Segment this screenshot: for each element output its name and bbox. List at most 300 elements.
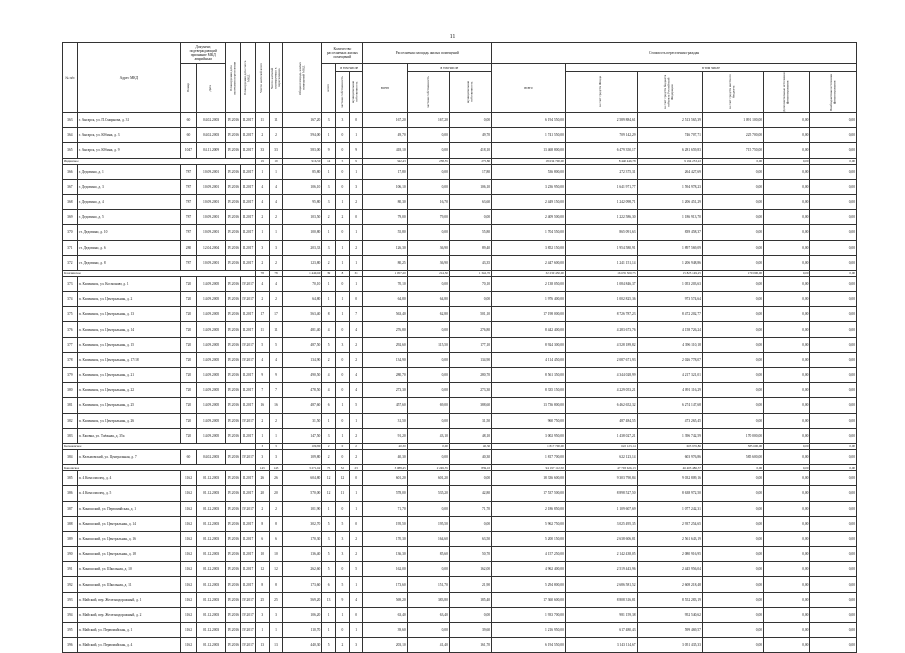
row-doc-date: 10.09.2001 (196, 210, 226, 225)
row-area-total: 63,40 (363, 607, 407, 622)
table-row (63, 383, 857, 398)
row-rooms-private: 1 (336, 240, 350, 255)
subtotal-area-total: 40,30 (363, 443, 407, 449)
row-total-area: 123,80 (283, 255, 322, 270)
row-cost-fund: 6 462 652,32 (565, 398, 637, 413)
row-cost-local: 585 600,00 (702, 449, 763, 464)
row-cost-extra: 0,00 (764, 471, 810, 486)
row-residents-planned: 26 (269, 471, 283, 486)
row-cost-offbudget: 0,00 (810, 501, 857, 516)
row-doc-date: 01.12.2003 (196, 623, 226, 638)
row-area-total: 170,30 (363, 531, 407, 546)
row-residents-total: 10 (255, 547, 269, 562)
header-total-area: Общая площадь жилых помещений МКД (283, 43, 322, 113)
row-address: п. Коношский, ул. Центральная, д. 14 (77, 516, 180, 531)
subtotal-rooms-total: 14 (322, 158, 336, 164)
header-resettle-date: Планируемая дата окончания переселения (226, 43, 241, 113)
row-rooms-total: 5 (322, 547, 336, 562)
row-demolish-date: II.2017 (241, 486, 256, 501)
row-cost-extra: 0,00 (764, 607, 810, 622)
row-number: 393 (63, 592, 78, 607)
row-rooms-private: 3 (336, 113, 350, 128)
row-cost-offbudget: 0,00 (810, 623, 857, 638)
row-demolish-date: II.2017 (241, 307, 256, 322)
subtotal-rooms-municipal: 23 (349, 465, 363, 471)
row-rooms-total: 2 (322, 210, 336, 225)
row-address: п. Казачинск, ул. Центральная, д. 15 (77, 337, 180, 352)
row-cost-local: 0,00 (702, 562, 763, 577)
row-rooms-total: 5 (322, 638, 336, 653)
header-number: № п/п (63, 43, 78, 113)
row-rooms-municipal: 4 (349, 383, 363, 398)
row-area-private: 164,60 (407, 531, 449, 546)
row-cost-local: 0,00 (702, 623, 763, 638)
row-cost-region: 6 281 659,83 (637, 143, 702, 158)
row-rooms-private: 1 (336, 428, 350, 443)
row-rooms-total: 1 (322, 501, 336, 516)
row-cost-extra: 0,00 (764, 486, 810, 501)
row-number: 367 (63, 179, 78, 194)
row-residents-total: 2 (255, 292, 269, 307)
row-doc-date: 14.09.2005 (196, 322, 226, 337)
row-rooms-total: 1 (322, 292, 336, 307)
row-cost-extra: 0,00 (764, 143, 810, 158)
subtotal-area-total: 342,43 (363, 158, 407, 164)
row-cost-extra: 0,00 (764, 531, 810, 546)
row-doc-number: 280 (181, 240, 197, 255)
row-total-area: 147,50 (283, 428, 322, 443)
header-area-incl: в том числе (407, 64, 491, 72)
row-cost-total: 17 198 000,00 (492, 307, 566, 322)
table-row (63, 368, 857, 383)
row-address: п. Казачинск, ул. Центральная, д. 13 (77, 307, 180, 322)
row-rooms-total: 13 (322, 592, 336, 607)
row-area-total: 162,00 (363, 562, 407, 577)
row-doc-date: 01.12.2003 (196, 607, 226, 622)
row-cost-offbudget: 0,00 (810, 486, 857, 501)
row-address: п. Майский, пер. Железнодорожный, д. 1 (77, 592, 180, 607)
row-cost-offbudget: 0,00 (810, 471, 857, 486)
row-resettle-date: IV.2016 (226, 383, 241, 398)
row-rooms-private: 1 (336, 255, 350, 270)
row-rooms-total: 1 (322, 164, 336, 179)
row-area-total: 40,30 (363, 449, 407, 464)
header-address: Адрес МКД (77, 43, 180, 113)
header-cost: Стоимость переселения граждан (492, 43, 857, 64)
row-resettle-date: IV.2016 (226, 240, 241, 255)
row-cost-offbudget: 0,00 (810, 143, 857, 158)
row-area-total: 55,80 (363, 225, 407, 240)
row-residents-planned: 4 (269, 194, 283, 209)
row-doc-number: 787 (181, 164, 197, 179)
row-cost-region: 952 540,62 (637, 607, 702, 622)
subtotal-cost-region: 46 403 486,37 (637, 465, 702, 471)
row-number: 380 (63, 383, 78, 398)
row-rooms-private: 11 (336, 486, 350, 501)
row-doc-date: 14.09.2005 (196, 398, 226, 413)
row-rooms-total: 8 (322, 307, 336, 322)
row-cost-extra: 0,00 (764, 276, 810, 291)
row-rooms-private: 1 (336, 292, 350, 307)
row-area-municipal: 21,90 (449, 577, 491, 592)
row-area-total: 31,50 (363, 413, 407, 428)
subtotal-cost-local: 0,00 (702, 465, 763, 471)
row-cost-total: 1 976 400,00 (492, 292, 566, 307)
row-cost-offbudget: 0,00 (810, 240, 857, 255)
row-rooms-private: 5 (336, 577, 350, 592)
row-area-municipal: 42,80 (449, 486, 491, 501)
row-cost-region: 973 574,64 (637, 292, 702, 307)
row-cost-extra: 0,00 (764, 383, 810, 398)
row-residents-planned: 2 (269, 128, 283, 143)
row-address: п. Коношский, ул. Школьная, д. 10 (77, 562, 180, 577)
table-row (63, 307, 857, 322)
row-total-area: 604,80 (283, 471, 322, 486)
row-cost-local: 0,00 (702, 486, 763, 501)
row-demolish-date: II.2017 (241, 240, 256, 255)
table-row (63, 516, 857, 531)
row-cost-fund: 1 438 027,21 (565, 428, 637, 443)
row-rooms-total: 3 (322, 428, 336, 443)
row-address: п. Казачинск, ул. Центральная, д. 26 (77, 413, 180, 428)
row-doc-date: 10.09.2001 (196, 194, 226, 209)
row-residents-total: 2 (255, 255, 269, 270)
row-cost-extra: 0,00 (764, 292, 810, 307)
header-cost-fund: за счет средств Фонда (565, 72, 637, 113)
row-cost-fund: 1 242 098,71 (565, 194, 637, 209)
row-area-municipal: 0,00 (449, 516, 491, 531)
subtotal-area-total: 1 057,20 (363, 270, 407, 276)
row-doc-number: 1047 (181, 143, 197, 158)
row-rooms-municipal: 0 (349, 292, 363, 307)
row-area-municipal: 89,40 (449, 240, 491, 255)
subtotal-rooms-municipal: 2 (349, 443, 363, 449)
row-number: 391 (63, 562, 78, 577)
row-cost-total: 1 216 950,00 (492, 623, 566, 638)
row-area-private: 0,00 (407, 164, 449, 179)
row-cost-local: 0,00 (702, 337, 763, 352)
row-residents-planned: 5 (269, 337, 283, 352)
row-area-private: 167,20 (407, 113, 449, 128)
row-residents-planned: 33 (269, 143, 283, 158)
row-rooms-private: 0 (336, 352, 350, 367)
row-cost-region: 2 445 956,04 (637, 562, 702, 577)
row-rooms-total: 12 (322, 471, 336, 486)
row-resettle-date: IV.2016 (226, 322, 241, 337)
subtotal-rooms-total: 39 (322, 270, 336, 276)
subtotal-cost-offbudget: 0,00 (810, 270, 857, 276)
subtotal-label: Казачинское (63, 270, 256, 276)
row-area-municipal: 106,10 (449, 179, 491, 194)
row-cost-total: 1 704 550,00 (492, 225, 566, 240)
row-residents-planned: 2 (269, 255, 283, 270)
row-cost-offbudget: 0,00 (810, 592, 857, 607)
row-area-total: 80,25 (363, 255, 407, 270)
row-area-municipal: 43,35 (449, 255, 491, 270)
row-cost-offbudget: 0,00 (810, 547, 857, 562)
row-doc-date: 04.11.2009 (196, 143, 226, 158)
row-residents-planned: 6 (269, 531, 283, 546)
subtotal-cost-extra: 0,00 (764, 270, 810, 276)
subtotal-total-area: 1 440,60 (283, 270, 322, 276)
row-cost-region: 264 427,69 (637, 164, 702, 179)
row-address: п. Казачинск, ул. Космонавт, д. 1 (77, 276, 180, 291)
row-cost-total: 1 817 700,00 (492, 449, 566, 464)
row-cost-offbudget: 0,00 (810, 179, 857, 194)
row-cost-local: 0,00 (702, 322, 763, 337)
row-cost-fund: 709 142,29 (565, 128, 637, 143)
row-cost-total: 3 002 950,00 (492, 428, 566, 443)
row-residents-total: 8 (255, 516, 269, 531)
table-row (63, 486, 857, 501)
row-residents-planned: 20 (269, 486, 283, 501)
row-area-total: 280,70 (363, 368, 407, 383)
row-rooms-private: 0 (336, 164, 350, 179)
row-area-municipal: 418,10 (449, 143, 491, 158)
row-address: г. Дедовино, д. 4 (77, 194, 180, 209)
row-doc-number: 60 (181, 128, 197, 143)
row-doc-number: 1162 (181, 471, 197, 486)
table-row (63, 531, 857, 546)
row-rooms-total: 1 (322, 225, 336, 240)
row-number: 371 (63, 240, 78, 255)
row-demolish-date: II.2017 (241, 531, 256, 546)
row-doc-number: 60 (181, 449, 197, 464)
row-residents-total: 2 (255, 413, 269, 428)
row-cost-extra: 0,00 (764, 577, 810, 592)
row-cost-extra: 0,00 (764, 210, 810, 225)
row-rooms-private: 0 (336, 501, 350, 516)
row-address: ст. Дедовино, д. 10 (77, 225, 180, 240)
row-doc-date: 04.02.2003 (196, 128, 226, 143)
row-residents-planned: 13 (269, 638, 283, 653)
row-residents-total: 16 (255, 398, 269, 413)
row-area-total: 563,40 (363, 307, 407, 322)
row-address: г. Дедовино, д. 5 (77, 210, 180, 225)
row-cost-total: 960 750,00 (492, 413, 566, 428)
row-doc-number: 787 (181, 210, 197, 225)
row-cost-fund: 1 241 151,14 (565, 255, 637, 270)
row-area-municipal: 55,80 (449, 225, 491, 240)
row-number: 366 (63, 164, 78, 179)
row-residents-total: 4 (255, 179, 269, 194)
row-number: 392 (63, 577, 78, 592)
subtotal-cost-extra: 0,00 (764, 443, 810, 449)
row-cost-region: 6 274 147,68 (637, 398, 702, 413)
row-residents-planned: 3 (269, 607, 283, 622)
row-cost-region: 2 937 254,65 (637, 516, 702, 531)
row-residents-total: 1 (255, 225, 269, 240)
row-area-private: 0,00 (407, 322, 449, 337)
row-cost-local: 0,00 (702, 292, 763, 307)
row-number: 373 (63, 276, 78, 291)
row-number: 381 (63, 398, 78, 413)
row-rooms-total: 1 (322, 607, 336, 622)
header-rooms-total: всего (322, 64, 336, 113)
row-resettle-date: IV.2016 (226, 638, 241, 653)
row-doc-number: 1162 (181, 592, 197, 607)
row-address: п. Ежовка, ул. Таёжная, д. 35а (77, 428, 180, 443)
row-area-private: 79,00 (407, 210, 449, 225)
row-number: 376 (63, 322, 78, 337)
row-number: 390 (63, 547, 78, 562)
row-total-area: 101,90 (283, 501, 322, 516)
table-row (63, 143, 857, 158)
row-cost-offbudget: 0,00 (810, 128, 857, 143)
row-rooms-private: 1 (336, 307, 350, 322)
row-rooms-private: 0 (336, 225, 350, 240)
subtotal-cost-local: 585 600,00 (702, 443, 763, 449)
row-rooms-municipal: 2 (349, 547, 363, 562)
row-rooms-private: 0 (336, 623, 350, 638)
subtotal-residents-planned: 78 (269, 270, 283, 276)
row-cost-total: 6 194 550,00 (492, 113, 566, 128)
row-area-private: 0,00 (407, 383, 449, 398)
row-demolish-date: II.2017 (241, 210, 256, 225)
row-total-area: 95,80 (283, 194, 322, 209)
row-cost-total: 1 933 700,00 (492, 607, 566, 622)
row-cost-local: 0,00 (702, 516, 763, 531)
row-demolish-date: II.2017 (241, 471, 256, 486)
row-area-total: 578,00 (363, 486, 407, 501)
row-residents-total: 4 (255, 352, 269, 367)
row-cost-region: 2 080 916,95 (637, 547, 702, 562)
row-residents-total: 5 (255, 337, 269, 352)
subtotal-area-private: 258,55 (407, 158, 449, 164)
row-cost-fund: 2 087 671,93 (565, 352, 637, 367)
row-total-area: 31,50 (283, 413, 322, 428)
row-cost-local: 0,00 (702, 255, 763, 270)
row-cost-region: 8 638 972,50 (637, 486, 702, 501)
row-cost-region: 1 594 978,23 (637, 179, 702, 194)
row-cost-local: 170 000,00 (702, 428, 763, 443)
row-cost-total: 5 962 750,00 (492, 516, 566, 531)
row-doc-date: 14.09.2005 (196, 337, 226, 352)
row-cost-fund: 1 002 825,36 (565, 292, 637, 307)
row-total-area: 262,60 (283, 562, 322, 577)
row-cost-local: 1 091 100,00 (702, 113, 763, 128)
row-cost-extra: 0,00 (764, 255, 810, 270)
row-address: п. Майский, ул. Первомайская, д. 1 (77, 623, 180, 638)
row-cost-region: 473 265,45 (637, 413, 702, 428)
row-area-private: 0,00 (407, 501, 449, 516)
row-doc-number: 1162 (181, 562, 197, 577)
row-rooms-municipal: 2 (349, 337, 363, 352)
row-number: 385 (63, 471, 78, 486)
row-residents-total: 25 (255, 592, 269, 607)
row-area-total: 91,20 (363, 428, 407, 443)
row-total-area: 100,80 (283, 225, 322, 240)
row-cost-local: 0,00 (702, 547, 763, 562)
row-rooms-municipal: 4 (349, 322, 363, 337)
row-rooms-municipal: 4 (349, 368, 363, 383)
row-total-area: 440,30 (283, 638, 322, 653)
row-area-municipal: 276,80 (449, 322, 491, 337)
row-address: ст. Дедовино, д. 8 (77, 255, 180, 270)
subtotal-cost-region: 603 976,86 (637, 443, 702, 449)
row-total-area: 136,40 (283, 547, 322, 562)
row-doc-number: 60 (181, 113, 197, 128)
row-doc-number: 720 (181, 322, 197, 337)
row-area-private: 0,00 (407, 562, 449, 577)
header-cost-offbudget: Внебюджетные источники финансирования (810, 72, 857, 113)
row-cost-local: 715 750,00 (702, 143, 763, 158)
row-area-private: 63,40 (407, 607, 449, 622)
subtotal-total-area: 3 271,62 (283, 465, 322, 471)
row-demolish-date: II.2017 (241, 368, 256, 383)
row-residents-total: 9 (255, 368, 269, 383)
row-address: г. Дедовино, д. 1 (77, 164, 180, 179)
row-area-municipal: 63,50 (449, 531, 491, 546)
row-address: п. 4 Комсомолец, д. 4 (77, 471, 180, 486)
row-resettle-date: IV.2016 (226, 194, 241, 209)
row-total-area: 85,80 (283, 164, 322, 179)
row-demolish-date: II.2017 (241, 383, 256, 398)
row-area-private: 36,90 (407, 255, 449, 270)
row-residents-planned: 1 (269, 225, 283, 240)
row-rooms-total: 3 (322, 113, 336, 128)
row-doc-number: 1162 (181, 486, 197, 501)
row-rooms-total: 1 (322, 623, 336, 638)
row-cost-offbudget: 0,00 (810, 562, 857, 577)
row-address: г. Ангарск, ул. Юбина, д. 3 (77, 128, 180, 143)
row-cost-offbudget: 0,00 (810, 113, 857, 128)
row-doc-date: 04.02.2003 (196, 113, 226, 128)
row-area-private: 64,80 (407, 292, 449, 307)
row-number: 365 (63, 143, 78, 158)
subtotal-rooms-municipal: 9 (349, 158, 363, 164)
row-cost-region: 1 206 451,29 (637, 194, 702, 209)
row-address: ст. Дедовино, д. 6 (77, 240, 180, 255)
row-doc-number: 1162 (181, 516, 197, 531)
row-total-area: 103,50 (283, 210, 322, 225)
row-cost-total: 8 335 150,00 (492, 383, 566, 398)
row-cost-region: 2 608 218,48 (637, 577, 702, 592)
row-cost-region: 1 206 948,86 (637, 255, 702, 270)
row-resettle-date: IV.2016 (226, 577, 241, 592)
subtotal-area-private: 214,50 (407, 270, 449, 276)
row-cost-region: 2 513 565,39 (637, 113, 702, 128)
row-number: 387 (63, 501, 78, 516)
row-rooms-municipal: 9 (349, 143, 363, 158)
row-resettle-date: IV.2016 (226, 307, 241, 322)
row-rooms-municipal: 5 (349, 562, 363, 577)
row-residents-planned: 7 (269, 383, 283, 398)
row-cost-local: 0,00 (702, 210, 763, 225)
row-cost-local: 0,00 (702, 413, 763, 428)
row-doc-date: 01.12.2003 (196, 501, 226, 516)
row-resettle-date: IV.2016 (226, 225, 241, 240)
row-doc-number: 720 (181, 276, 197, 291)
row-cost-region: 4 396 110,18 (637, 337, 702, 352)
row-resettle-date: IV.2016 (226, 607, 241, 622)
row-resettle-date: IV.2016 (226, 276, 241, 291)
subtotal-rooms-total: 75 (322, 465, 336, 471)
row-cost-total: 2 447 600,00 (492, 255, 566, 270)
row-cost-offbudget: 0,00 (810, 292, 857, 307)
row-cost-fund: 8 808 316,81 (565, 592, 637, 607)
row-area-private: 0,00 (407, 179, 449, 194)
row-resettle-date: IV.2016 (226, 398, 241, 413)
subtotal-cost-fund: 47 793 626,13 (565, 465, 637, 471)
row-doc-date: 10.09.2001 (196, 225, 226, 240)
row-residents-total: 2 (255, 501, 269, 516)
row-total-area: 134,90 (283, 352, 322, 367)
row-area-total: 418,10 (363, 143, 407, 158)
row-rooms-municipal: 0 (349, 471, 363, 486)
row-doc-date: 14.09.2005 (196, 413, 226, 428)
row-number: 384 (63, 449, 78, 464)
